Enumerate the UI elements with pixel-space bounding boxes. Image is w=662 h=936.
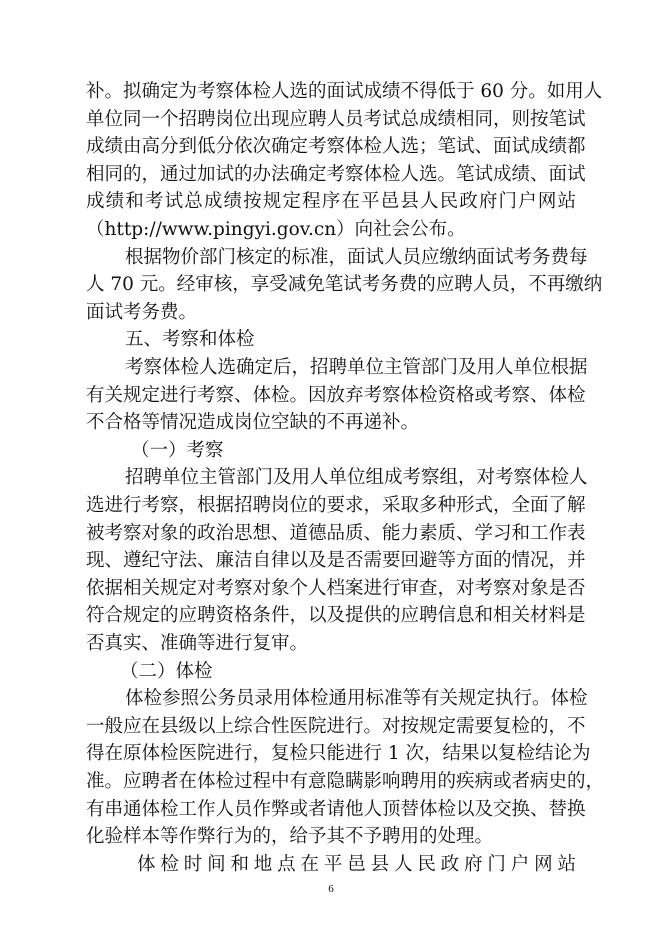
paragraph-line: 化验样本等作弊行为的，给予其不予聘用的处理。	[86, 826, 494, 848]
paragraph-line: 依据相关规定对考察对象个人档案进行审查，对考察对象是否	[86, 577, 586, 599]
subsection-heading: （一）考察	[131, 439, 224, 461]
paragraph-line: 得在原体检医院进行，复检只能进行 1 次，结果以复检结论为	[86, 743, 591, 765]
paragraph-line: 补。拟确定为考察体检人选的面试成绩不得低于 60 分。如用人	[86, 81, 603, 102]
paragraph-line: 成绩由高分到低分依次确定考察体检人选；笔试、面试成绩都	[86, 136, 586, 158]
paragraph-line: 招聘单位主管部门及用人单位组成考察组，对考察体检人	[125, 467, 588, 489]
paragraph-line: 单位同一个招聘岗位出现应聘人员考试总成绩相同，则按笔试	[86, 108, 586, 130]
paragraph-line: 现、遵纪守法、廉洁自律以及是否需要回避等方面的情况，并	[86, 550, 586, 572]
section-heading: 五、考察和体检	[125, 329, 255, 351]
paragraph-line: 体检参照公务员录用体检通用标准等有关规定执行。体检	[125, 688, 588, 710]
paragraph-line: 成绩和考试总成绩按规定程序在平邑县人民政府门户网站	[86, 191, 576, 213]
paragraph-line: 考察体检人选确定后，招聘单位主管部门及用人单位根据	[125, 357, 588, 378]
paragraph-line: 有串通体检工作人员作弊或者请他人顶替体检以及交换、替换	[86, 798, 586, 820]
paragraph-line: 准。应聘者在体检过程中有意隐瞒影响聘用的疾病或者病史的，	[86, 771, 605, 792]
paragraph-line: 体检时间和地点在平邑县人民政府门户网站	[137, 853, 576, 875]
paragraph-line: 不合格等情况造成岗位空缺的不再递补。	[86, 412, 420, 434]
paragraph-line: 人 70 元。经审核，享受减免笔试考务费的应聘人员，不再缴纳	[86, 274, 603, 296]
paragraph-line: 根据物价部门核定的标准，面试人员应缴纳面试考务费每	[125, 246, 588, 268]
paragraph-line: 选进行考察，根据招聘岗位的要求，采取多种形式，全面了解	[86, 495, 586, 516]
paragraph-line: 否真实、准确等进行复审。	[86, 633, 309, 654]
paragraph-line: 有关规定进行考察、体检。因放弃考察体检资格或考察、体检	[86, 384, 586, 406]
paragraph-line: 一般应在县级以上综合性医院进行。对按规定需要复检的，不	[86, 715, 586, 737]
page-number: 6	[328, 883, 334, 896]
paragraph-line: 相同的，通过加试的办法确定考察体检人选。笔试成绩、面试	[86, 163, 586, 185]
paragraph-line: 被考察对象的政治思想、道德品质、能力素质、学习和工作表	[86, 522, 586, 544]
paragraph-line: （http://www.pingyi.gov.cn）向社会公布。	[86, 219, 466, 240]
paragraph-line: 符合规定的应聘资格条件，以及提供的应聘信息和相关材料是	[86, 605, 586, 627]
paragraph-line: 面试考务费。	[86, 301, 198, 323]
subsection-heading: （二）体检	[120, 660, 213, 682]
